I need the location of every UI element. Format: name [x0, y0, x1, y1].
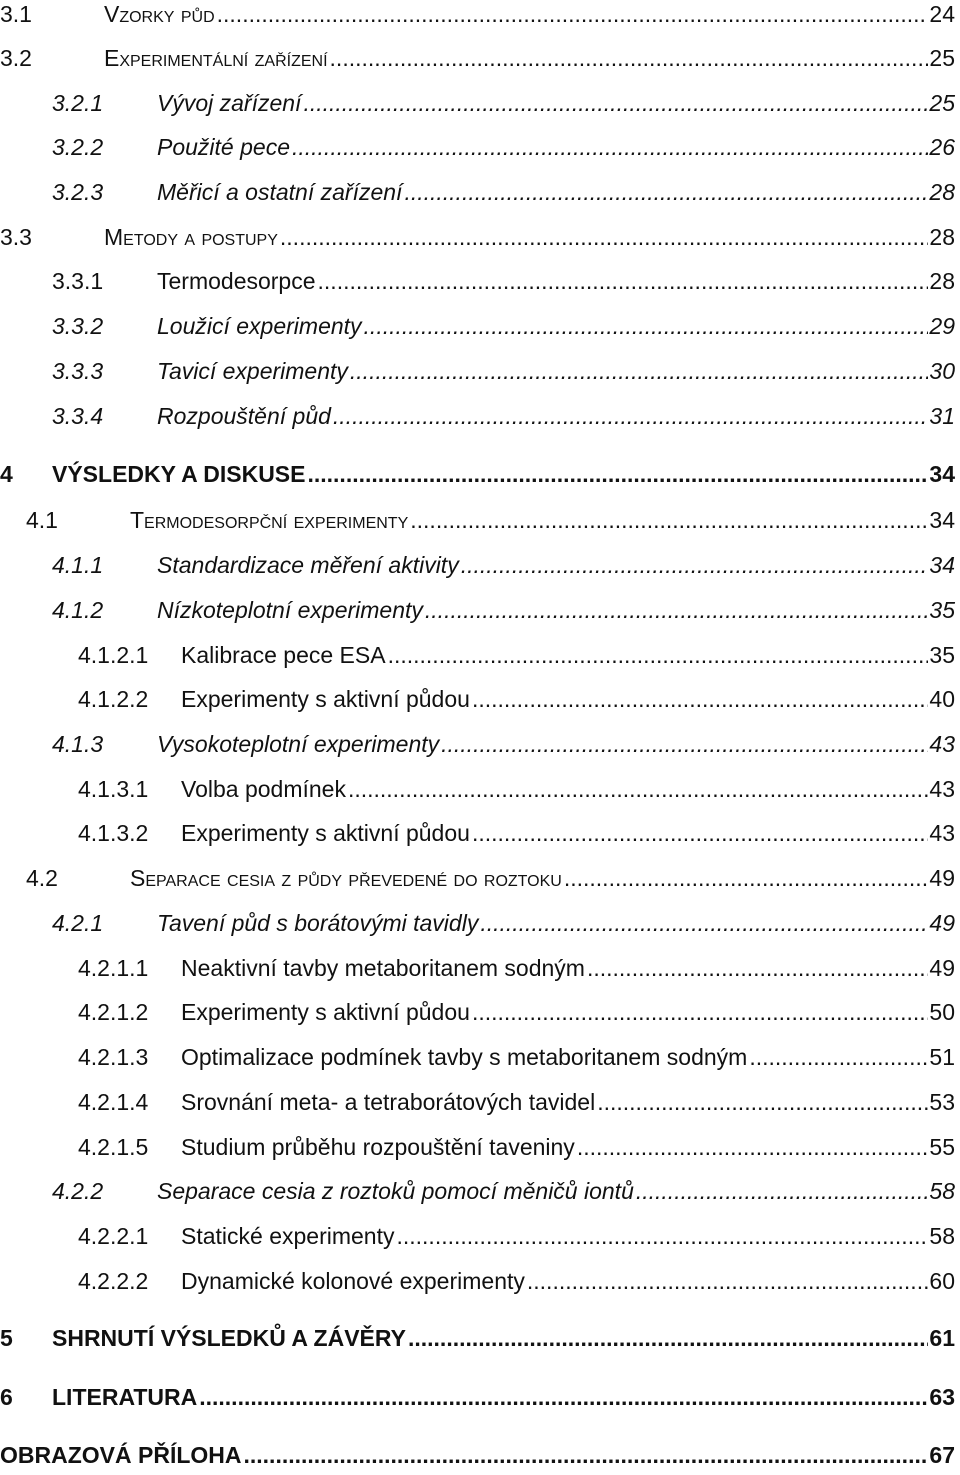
toc-entry-title: Vysokoteplotní experimenty: [157, 731, 440, 757]
toc-entry-title: Kalibrace pece ESA: [181, 642, 386, 668]
toc-entry-title: Metody a postupy: [104, 224, 278, 250]
toc-entry-title: Nízkoteplotní experimenty: [157, 597, 423, 623]
toc-entry[interactable]: [0, 815, 955, 847]
toc-entry-page-number: 49: [929, 865, 955, 891]
toc-dot-leader: [303, 89, 928, 117]
toc-dot-leader: [636, 1177, 929, 1205]
toc-entry[interactable]: [0, 502, 955, 534]
toc-entry-title: Vývoj zařízení: [157, 90, 302, 116]
toc-entry-page-number: 50: [929, 999, 955, 1025]
toc-entry[interactable]: [0, 726, 955, 758]
toc-entry-number: 4.2.1.5: [78, 1134, 149, 1160]
toc-entry[interactable]: [0, 174, 955, 206]
toc-entry[interactable]: [0, 1263, 955, 1295]
toc-entry-title: Použité pece: [157, 134, 290, 160]
toc-entry-page-number: 34: [929, 552, 955, 578]
toc-entry-title: Separace cesia z půdy převedené do roztoku: [130, 865, 562, 891]
toc-entry[interactable]: [0, 40, 955, 72]
toc-dot-leader: [404, 178, 928, 206]
toc-entry[interactable]: [0, 637, 955, 669]
toc-entry-number: 3.2.2: [52, 134, 104, 160]
toc-dot-leader: [472, 685, 928, 713]
toc-entry[interactable]: [0, 456, 955, 488]
toc-entry-page-number: 28: [929, 179, 955, 205]
toc-entry[interactable]: [0, 1218, 955, 1250]
toc-entry-number: 3.1: [0, 1, 32, 27]
toc-dot-leader: [364, 312, 929, 340]
toc-entry[interactable]: [0, 771, 955, 803]
toc-dot-leader: [330, 44, 929, 72]
toc-dot-leader: [480, 909, 928, 937]
toc-entry[interactable]: [0, 547, 955, 579]
toc-entry-page-number: 53: [929, 1089, 955, 1115]
toc-entry-title: Separace cesia z roztoků pomocí měničů iontů: [157, 1178, 634, 1204]
toc-entry-page-number: 35: [929, 597, 955, 623]
toc-entry-page-number: 43: [929, 820, 955, 846]
toc-entry-number: 4.1.2: [52, 597, 104, 623]
toc-entry-page-number: 49: [929, 910, 955, 936]
toc-entry-page-number: 24: [929, 1, 955, 27]
toc-dot-leader: [408, 1324, 928, 1352]
toc-dot-leader: [527, 1267, 929, 1295]
toc-entry-title: Volba podmínek: [181, 776, 346, 802]
toc-dot-leader: [388, 641, 929, 669]
toc-entry-title: Optimalizace podmínek tavby s metaboritanem sodným: [181, 1044, 748, 1070]
toc-entry-number: 3.3.2: [52, 313, 104, 339]
toc-entry-number: 4.1.1: [52, 552, 104, 578]
toc-entry-page-number: 34: [929, 507, 955, 533]
toc-entry-number: 3.3.4: [52, 403, 104, 429]
toc-entry-number: 3.3: [0, 224, 32, 250]
toc-entry-page-number: 29: [929, 313, 955, 339]
toc-entry-number: 6: [0, 1384, 13, 1410]
toc-dot-leader: [597, 1088, 928, 1116]
toc-entry-number: 4.1.3.1: [78, 776, 149, 802]
toc-entry-number: 4.2.2.1: [78, 1223, 149, 1249]
toc-dot-leader: [564, 864, 929, 892]
toc-entry-title: Tavicí experimenty: [157, 358, 348, 384]
toc-entry-page-number: 60: [929, 1268, 955, 1294]
toc-dot-leader: [472, 998, 928, 1026]
toc-entry-number: 4.1.3: [52, 731, 104, 757]
toc-entry-title: Měřicí a ostatní zařízení: [157, 179, 403, 205]
toc-entry[interactable]: [0, 353, 955, 385]
toc-entry-page-number: 34: [929, 461, 955, 487]
toc-entry-page-number: 51: [929, 1044, 955, 1070]
toc-entry[interactable]: [0, 681, 955, 713]
toc-entry[interactable]: [0, 1039, 955, 1071]
toc-entry-number: 5: [0, 1325, 13, 1351]
toc-dot-leader: [461, 551, 929, 579]
toc-entry-page-number: 43: [929, 731, 955, 757]
toc-dot-leader: [396, 1222, 928, 1250]
toc-dot-leader: [749, 1043, 928, 1071]
toc-dot-leader: [587, 954, 928, 982]
toc-entry-title: Srovnání meta- a tetraborátových tavidel: [181, 1089, 596, 1115]
toc-entry-title: Neaktivní tavby metaboritanem sodným: [181, 955, 585, 981]
toc-entry-number: 4.2.2: [52, 1178, 104, 1204]
toc-entry[interactable]: [0, 0, 955, 28]
toc-entry-number: 4.2.1.2: [78, 999, 149, 1025]
toc-dot-leader: [217, 0, 929, 28]
toc-entry-number: 3.2.3: [52, 179, 104, 205]
toc-entry[interactable]: [0, 592, 955, 624]
toc-dot-leader: [199, 1383, 928, 1411]
toc-entry[interactable]: [0, 1129, 955, 1161]
toc-entry-page-number: 28: [929, 268, 955, 294]
toc-entry-title: Rozpouštění půd: [157, 403, 331, 429]
toc-entry-title: Standardizace měření aktivity: [157, 552, 459, 578]
toc-entry-title: Experimenty s aktivní půdou: [181, 686, 470, 712]
toc-entry[interactable]: [0, 1437, 955, 1469]
toc-dot-leader: [472, 819, 928, 847]
toc-entry-page-number: 40: [929, 686, 955, 712]
toc-entry[interactable]: [0, 85, 955, 117]
toc-entry-page-number: 58: [929, 1223, 955, 1249]
toc-entry-page-number: 25: [929, 90, 955, 116]
toc-entry-number: 3.2.1: [52, 90, 104, 116]
toc-entry-number: 4.1: [26, 507, 58, 533]
toc-entry-number: 3.3.3: [52, 358, 104, 384]
toc-entry[interactable]: [0, 308, 955, 340]
toc-entry-title: Experimenty s aktivní půdou: [181, 820, 470, 846]
toc-entry-number: 4.2.1.3: [78, 1044, 149, 1070]
toc-entry-number: 4.1.2.1: [78, 642, 149, 668]
toc-entry-title: Studium průběhu rozpouštění taveniny: [181, 1134, 575, 1160]
toc-entry-title: Termodesorpční experimenty: [130, 507, 409, 533]
toc-dot-leader: [410, 506, 928, 534]
toc-entry-page-number: 28: [929, 224, 955, 250]
toc-entry-title: VÝSLEDKY A DISKUSE: [52, 461, 306, 487]
toc-entry-title: OBRAZOVÁ PŘÍLOHA: [0, 1442, 242, 1468]
toc-entry-page-number: 61: [929, 1325, 955, 1351]
toc-entry-page-number: 25: [929, 45, 955, 71]
toc-dot-leader: [244, 1441, 929, 1469]
toc-entry[interactable]: [0, 994, 955, 1026]
toc-dot-leader: [292, 133, 928, 161]
toc-entry-title: Experimenty s aktivní půdou: [181, 999, 470, 1025]
toc-entry[interactable]: [0, 905, 955, 937]
toc-entry-number: 4.2.1.1: [78, 955, 149, 981]
toc-entry[interactable]: [0, 860, 955, 892]
toc-entry-title: Loužicí experimenty: [157, 313, 362, 339]
toc-entry-number: 4.2.2.2: [78, 1268, 149, 1294]
toc-dot-leader: [280, 223, 929, 251]
toc-entry-number: 4.2.1: [52, 910, 104, 936]
toc-entry-number: 3.3.1: [52, 268, 104, 294]
toc-dot-leader: [441, 730, 928, 758]
toc-entry-page-number: 31: [929, 403, 955, 429]
toc-entry[interactable]: [0, 1320, 955, 1352]
toc-entry[interactable]: [0, 263, 955, 295]
toc-entry-number: 4.1.2.2: [78, 686, 149, 712]
toc-dot-leader: [348, 775, 928, 803]
toc-entry[interactable]: [0, 950, 955, 982]
toc-entry-title: Tavení půd s borátovými tavidly: [157, 910, 479, 936]
toc-entry-page-number: 43: [929, 776, 955, 802]
toc-entry[interactable]: [0, 219, 955, 251]
toc-entry[interactable]: [0, 398, 955, 430]
toc-dot-leader: [350, 357, 929, 385]
toc-dot-leader: [333, 402, 929, 430]
toc-entry-title: Experimentální zařízení: [104, 45, 328, 71]
toc-entry-number: 3.2: [0, 45, 32, 71]
toc-dot-leader: [425, 596, 929, 624]
toc-entry-number: 4.1.3.2: [78, 820, 149, 846]
toc-entry-title: Dynamické kolonové experimenty: [181, 1268, 525, 1294]
toc-entry[interactable]: [0, 1173, 955, 1205]
toc-entry-number: 4.2: [26, 865, 58, 891]
toc-entry-page-number: 55: [929, 1134, 955, 1160]
toc-entry-title: LITERATURA: [52, 1384, 198, 1410]
toc-entry[interactable]: [0, 129, 955, 161]
toc-entry-page-number: 26: [929, 134, 955, 160]
toc-entry[interactable]: [0, 1379, 955, 1411]
toc-entry-title: SHRNUTÍ VÝSLEDKŮ A ZÁVĚRY: [52, 1325, 406, 1351]
toc-dot-leader: [307, 460, 928, 488]
toc-entry-number: 4.2.1.4: [78, 1089, 149, 1115]
toc-entry-page-number: 30: [929, 358, 955, 384]
toc-entry-title: Statické experimenty: [181, 1223, 395, 1249]
toc-entry-page-number: 49: [929, 955, 955, 981]
toc-dot-leader: [577, 1133, 929, 1161]
toc-entry-number: 4: [0, 461, 13, 487]
toc-entry-page-number: 35: [929, 642, 955, 668]
toc-entry-page-number: 63: [929, 1384, 955, 1410]
toc-entry[interactable]: [0, 1084, 955, 1116]
toc-entry-title: Termodesorpce: [157, 268, 316, 294]
toc-entry-page-number: 67: [929, 1442, 955, 1468]
toc-dot-leader: [318, 267, 929, 295]
toc-entry-page-number: 58: [929, 1178, 955, 1204]
toc-entry-title: Vzorky půd: [104, 1, 215, 27]
